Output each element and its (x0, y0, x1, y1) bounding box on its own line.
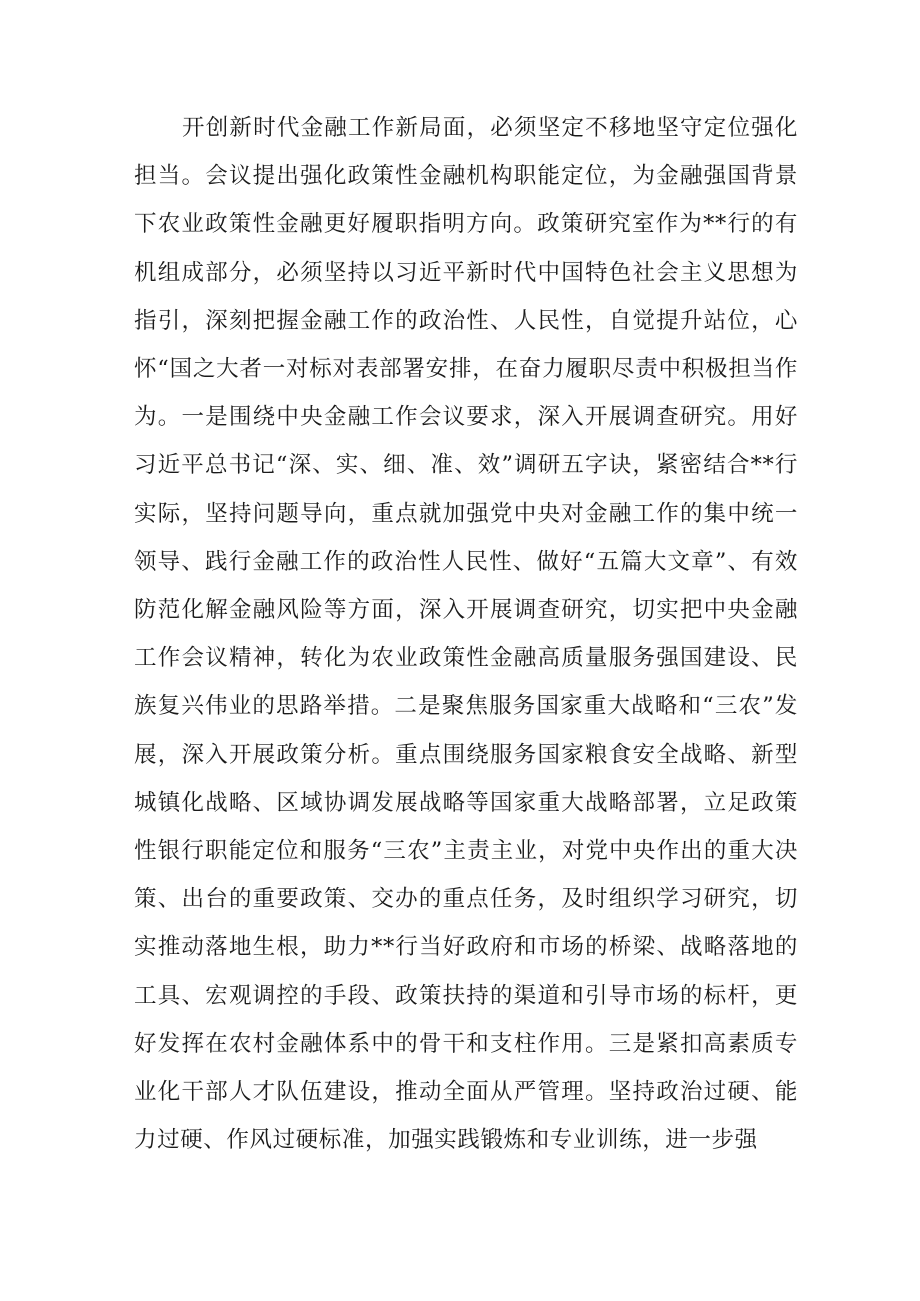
body-paragraph: 开创新时代金融工作新局面，必须坚定不移地坚守定位强化担当。会议提出强化政策性金融机构职能定位，为金融强国背景下农业政策性金融更好履职指明方向。政策研究室作为**行的有机组成部分，必须坚持以习近平新时代中国特色社会主义思想为指引，深刻把握金融工作的政治性、人民性，自觉提升站位，心怀“国之大者一对标对表部署安排，在奋力履职尽责中积极担当作为。一是围绕中央金融工作会议要求，深入开展调查研究。用好习近平总书记“深、实、细、准、效”调研五字诀，紧密结合**行实际，坚持问题导向，重点就加强党中央对金融工作的集中统一领导、践行金融工作的政治性人民性、做好“五篇大文章”、有效防范化解金融风险等方面，深入开展调查研究，切实把中央金融工作会议精神，转化为农业政策性金融高质量服务强国建设、民族复兴伟业的思路举措。二是聚焦服务国家重大战略和“三农”发展，深入开展政策分析。重点围绕服务国家粮食安全战略、新型城镇化战略、区域协调发展战略等国家重大战略部署，立足政策性银行职能定位和服务“三农”主责主业，对党中央作出的重大决策、出台的重要政策、交办的重点任务，及时组织学习研究，切实推动落地生根，助力**行当好政府和市场的桥梁、战略落地的工具、宏观调控的手段、政策扶持的渠道和引导市场的标杆，更好发挥在农村金融体系中的骨干和支柱作用。三是紧扣高素质专业化干部人才队伍建设，推动全面从严管理。坚持政治过硬、能力过硬、作风过硬标准，加强实践锻炼和专业训练，进一步强 (134, 115, 798, 1154)
